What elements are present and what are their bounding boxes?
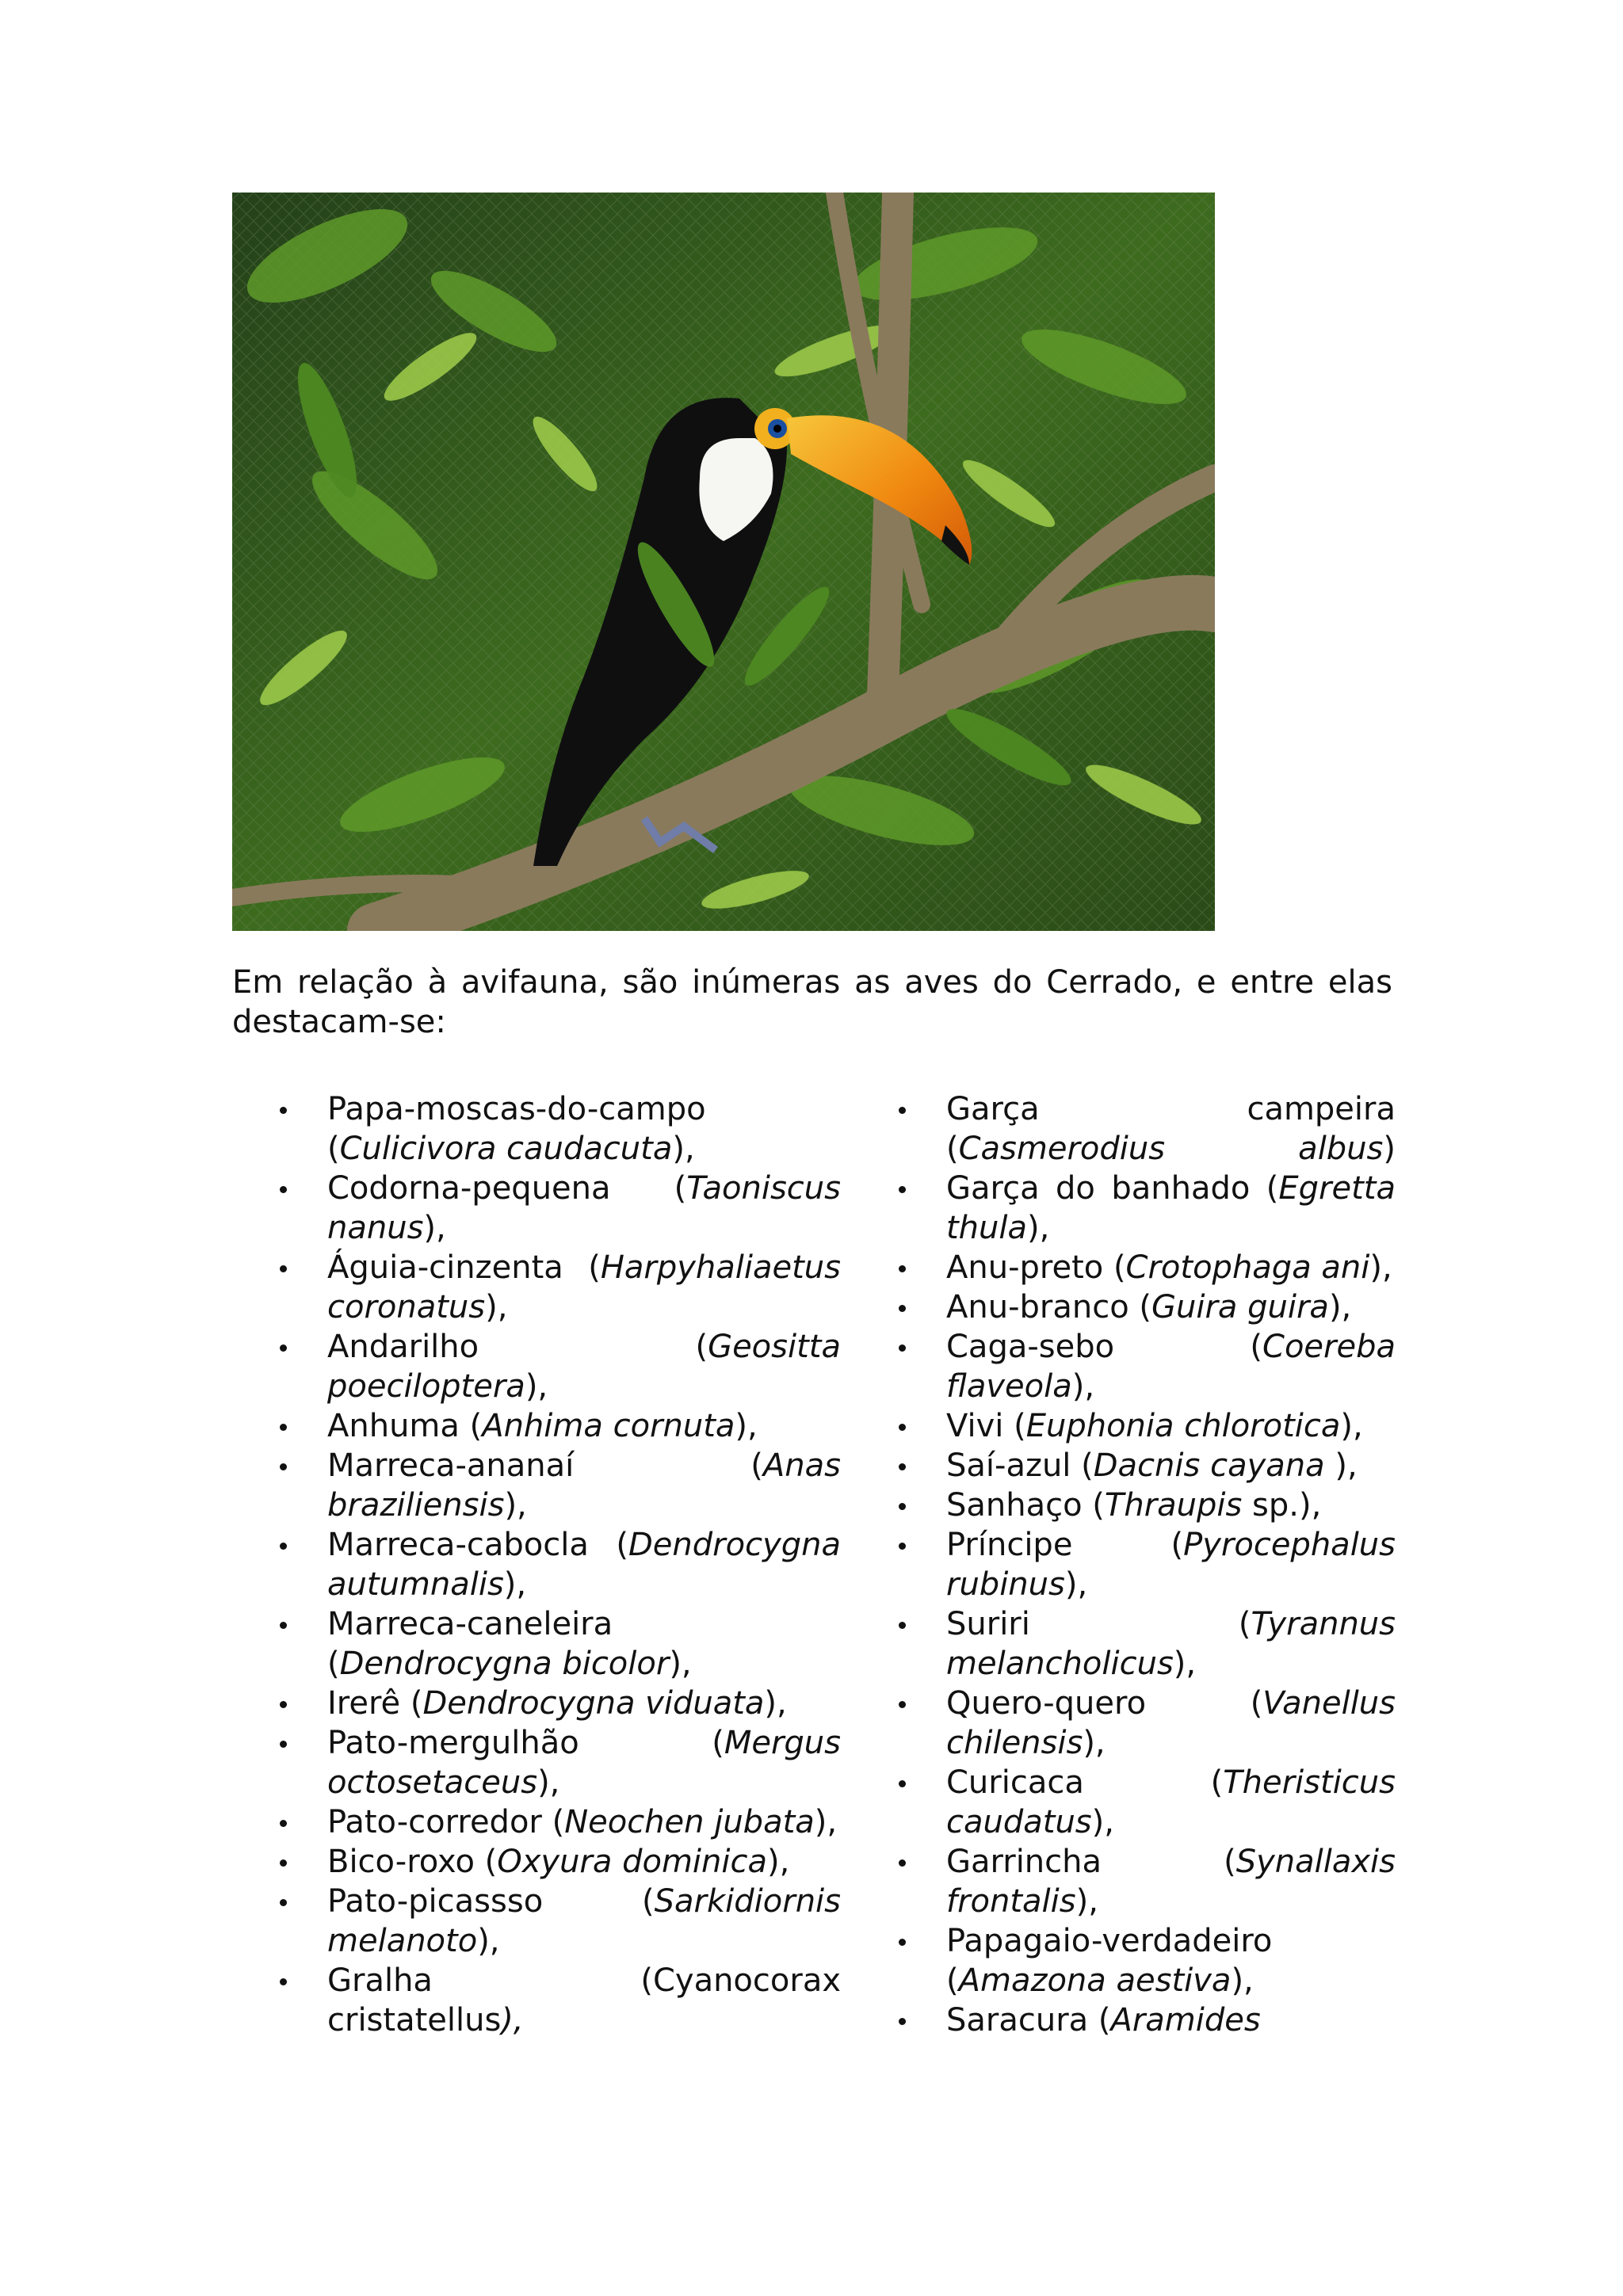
list-item [891,1446,1396,1486]
common-name: Sanhaço ( [946,1487,1105,1524]
punctuation: ), [767,1844,790,1880]
scientific-name: Vanellus chilensis [946,1685,1396,1761]
list-item [272,1604,841,1684]
punctuation: ), [525,1368,548,1405]
list-item-text [946,1170,1396,1246]
scientific-name: Aramides [1110,2002,1261,2039]
common-name: Anu-branco ( [946,1289,1151,1325]
punctuation: ), [1324,1447,1358,1484]
scientific-name: Geositta poeciloptera [327,1329,841,1405]
scientific-name: Harpyhaliaetus coronatus [327,1249,841,1325]
list-item [272,1684,841,1723]
punctuation: ), [1027,1210,1050,1246]
punctuation: ), [503,1566,527,1603]
scientific-name: Theristicus caudatus [946,1764,1396,1840]
list-item [272,1169,841,1248]
list-item-text [327,1447,841,1524]
common-name: Papagaio-verdadeiro ( [946,1923,1273,1999]
list-item-text [946,2002,1261,2039]
punctuation: ), [504,1487,527,1524]
punctuation: ), [1340,1408,1363,1444]
list-item-text [946,1844,1396,1920]
scientific-name: Euphonia chlorotica [1025,1408,1341,1444]
punctuation: ), [1064,1566,1088,1603]
list-item [891,1525,1396,1604]
punctuation: ), [1083,1725,1106,1761]
scientific-name: Thraupis [1104,1487,1243,1524]
list-item [272,1842,841,1882]
list-item-text [946,1685,1396,1761]
list-item [891,1604,1396,1684]
common-name: Águia-cinzenta ( [327,1249,601,1286]
common-name: Caga-sebo ( [946,1329,1263,1365]
punctuation: ), [477,1923,500,1959]
common-name: Andarilho ( [327,1329,708,1365]
scientific-name: Coereba flaveola [946,1329,1396,1405]
punctuation: ), [1071,1368,1095,1405]
toucan-photo [232,193,1215,931]
scientific-name: Guira guira [1151,1289,1329,1325]
list-item [272,1525,841,1604]
list-item [272,1089,841,1169]
scientific-name: Neochen jubata [564,1804,815,1840]
list-item-text [327,1883,841,1959]
list-item [891,1327,1396,1406]
scientific-name: Casmerodius albus [958,1131,1384,1167]
scientific-name: Dendrocygna bicolor [339,1646,670,1682]
common-name: Bico-roxo ( [327,1844,498,1880]
common-name: Pato-mergulhão ( [327,1725,724,1761]
punctuation: ), [1231,1962,1254,1999]
punctuation: ), [735,1408,758,1444]
list-item-text [946,1447,1358,1484]
common-name: Pato-picassso ( [327,1883,655,1920]
bird-list-right [891,1089,1396,2040]
list-item-text [327,1527,841,1603]
common-name: Príncipe ( [946,1527,1184,1563]
list-item [891,1287,1396,1327]
list-item-text [327,1725,841,1801]
list-item [891,1406,1396,1446]
common-name: Garrincha ( [946,1844,1236,1880]
list-item-text [327,1804,837,1840]
list-item-text [327,1091,706,1167]
common-name: Marreca-cabocla ( [327,1527,628,1563]
punctuation: ), [814,1804,838,1840]
list-item [891,2000,1396,2040]
list-item [272,1327,841,1406]
list-item-text [327,1249,841,1325]
scientific-name: Sarkidiornis melanoto [327,1883,841,1959]
common-name: Garça campeira ( [946,1091,1396,1167]
list-item-text [946,1606,1396,1682]
punctuation: ) [1383,1131,1396,1167]
list-item-text [327,1606,692,1682]
list-item [272,1802,841,1842]
common-name: Garça do banhado ( [946,1170,1279,1207]
common-name: Pato-corredor ( [327,1804,565,1840]
list-item-text [327,1408,758,1444]
scientific-name: Anas braziliensis [327,1447,841,1524]
punctuation: sp.), [1242,1487,1322,1524]
punctuation: ), [764,1685,787,1722]
common-name: Vivi ( [946,1408,1026,1444]
punctuation: ), [485,1289,508,1325]
scientific-name: Dendrocygna viduata [422,1685,765,1722]
list-item [272,1723,841,1802]
scientific-name: Culicivora caudacuta [339,1131,673,1167]
list-item-text [946,1289,1351,1325]
list-item-text [327,1962,841,2039]
punctuation: ), [1328,1289,1352,1325]
list-item [891,1842,1396,1921]
scientific-name: Dacnis cayana [1093,1447,1325,1484]
common-name: Anu-preto ( [946,1249,1126,1286]
list-item-text [946,1329,1396,1405]
common-name: Saracura ( [946,2002,1111,2039]
list-item [272,1248,841,1327]
list-item-text [946,1408,1363,1444]
list-item-text [946,1249,1392,1286]
list-item-text [946,1089,1396,1169]
toucan-illustration [232,193,1215,931]
intro-paragraph: Em relação à avifauna, são inúmeras as aves do Cerrado, e entre elas destacam-se: [232,964,1392,1040]
scientific-name: Taoniscus nanus [327,1170,841,1246]
list-item [891,1921,1396,2000]
list-item [891,1684,1396,1763]
common-name: Codorna-pequena ( [327,1170,687,1207]
scientific-name: Oxyura dominica [497,1844,768,1880]
punctuation: ), [672,1131,695,1167]
scientific-name: Tyrannus melancholicus [946,1606,1396,1682]
common-name: Gralha (Cyanocorax cristatellus [327,1962,841,2039]
common-name: Suriri ( [946,1606,1251,1642]
scientific-name: Egretta thula [946,1170,1396,1246]
common-name: Curicaca ( [946,1764,1224,1801]
list-item-text [946,1487,1321,1524]
bird-list-left [272,1089,841,2040]
common-name: Quero-quero ( [946,1685,1263,1722]
list-item-text [946,1764,1396,1840]
punctuation: ), [1369,1249,1392,1286]
common-name: Marreca-caneleira ( [327,1606,613,1682]
scientific-name: Synallaxis frontalis [946,1844,1396,1920]
scientific-name: Amazona aestiva [958,1962,1232,1999]
scientific-name: Mergus octosetaceus [327,1725,841,1801]
punctuation: ), [537,1764,560,1801]
common-name: Irerê ( [327,1685,423,1722]
list-item [891,1169,1396,1248]
list-item-text [327,1844,789,1880]
common-name: Marreca-ananaí ( [327,1447,763,1484]
common-name: Papa-moscas-do-campo ( [327,1091,706,1167]
scientific-name: Dendrocygna autumnalis [327,1527,841,1603]
punctuation: ), [669,1646,692,1682]
list-item-text [327,1685,787,1722]
common-name: Saí-azul ( [946,1447,1094,1484]
list-item-text [946,1923,1272,1999]
list-item [272,1446,841,1525]
list-item [272,1406,841,1446]
list-item-text [946,1527,1396,1603]
punctuation: ), [1091,1804,1114,1840]
list-item-text [327,1170,841,1246]
list-item [891,1763,1396,1842]
list-item [272,1961,841,2040]
common-name: Anhuma ( [327,1408,483,1444]
list-item [891,1248,1396,1287]
scientific-name: Pyrocephalus rubinus [946,1527,1396,1603]
scientific-name: Crotophaga ani [1125,1249,1370,1286]
punctuation: ), [423,1210,446,1246]
scientific-name: ), [501,2002,524,2039]
scientific-name: Anhima cornuta [482,1408,735,1444]
list-item-text [327,1329,841,1405]
list-item [891,1486,1396,1525]
punctuation: ), [1075,1883,1098,1920]
list-item [891,1089,1396,1169]
list-item [272,1882,841,1961]
punctuation: ), [1173,1646,1197,1682]
